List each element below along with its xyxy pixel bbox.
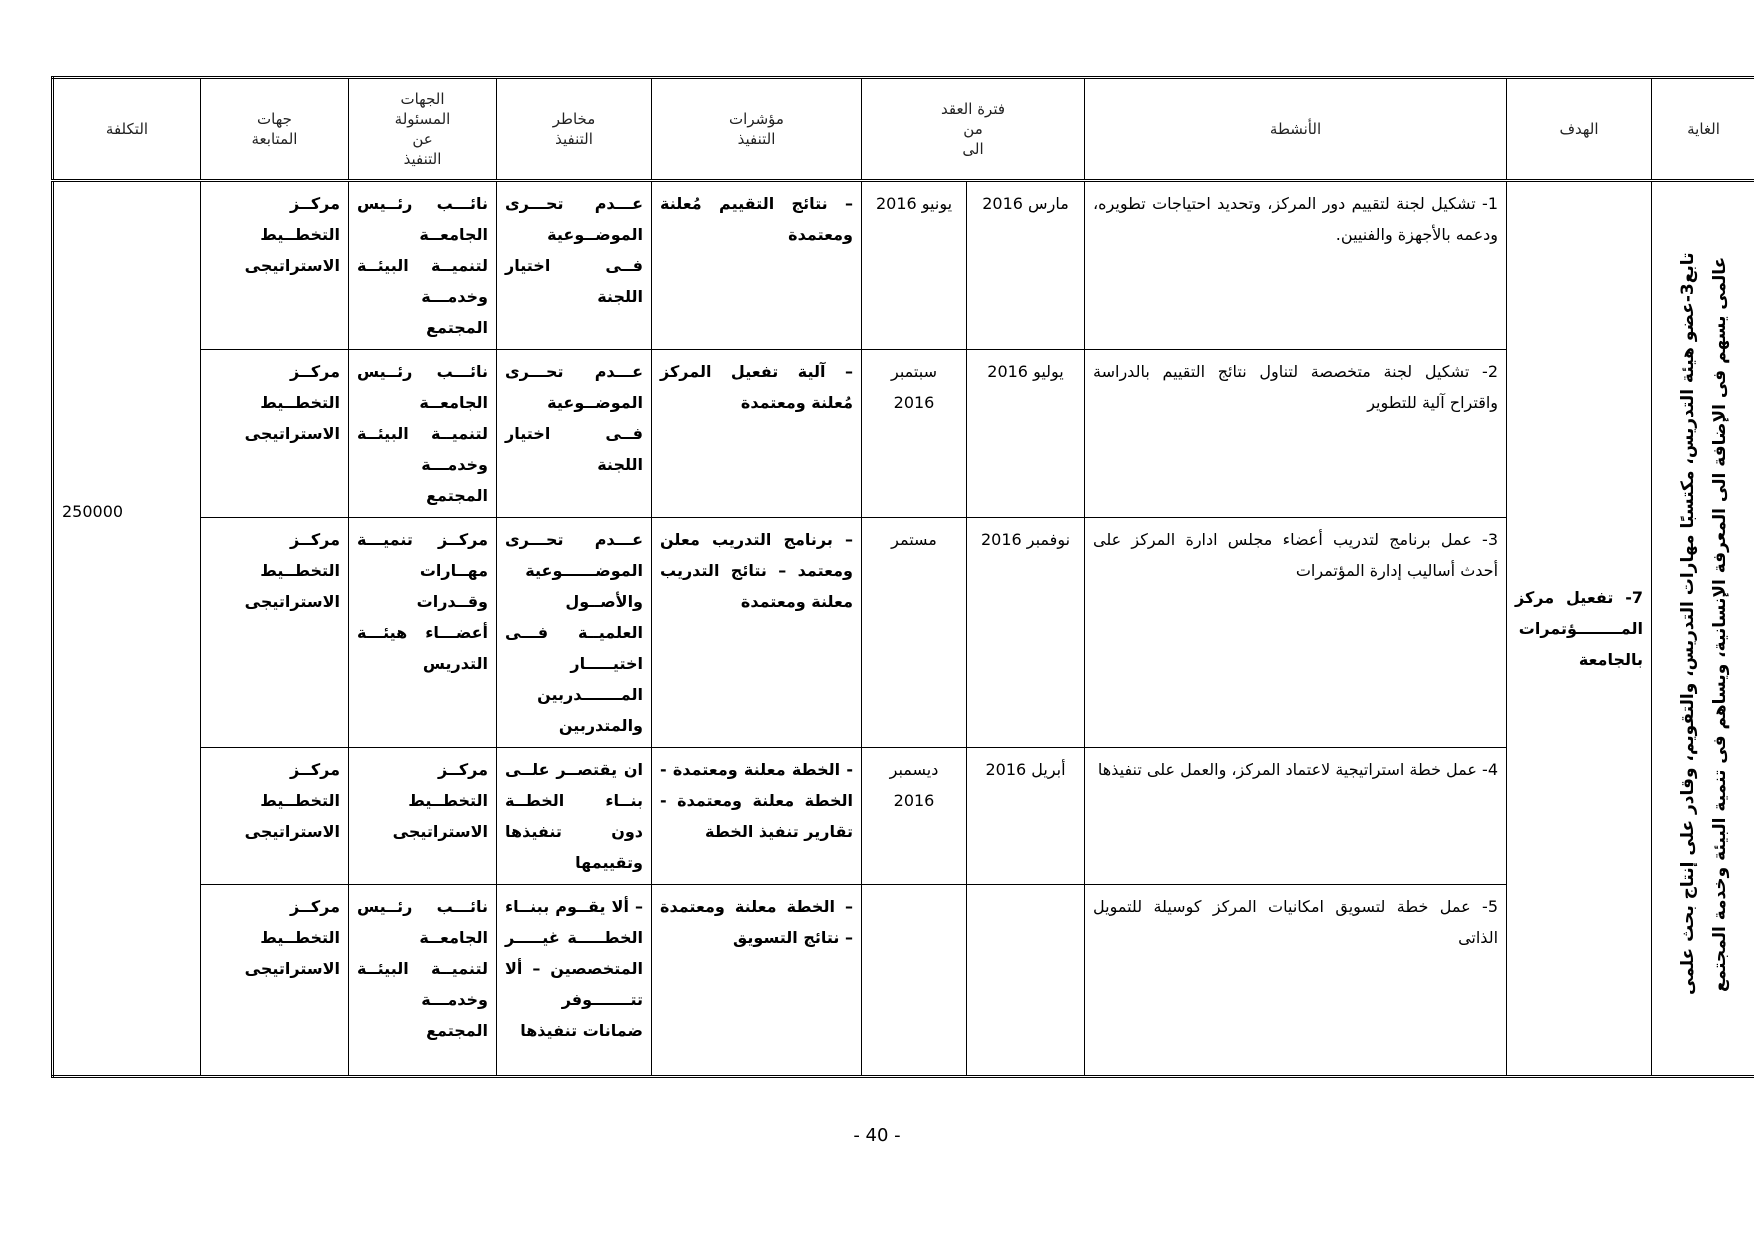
risks-cell: عـــدم تحـــرى الموضــوعية فــى اختيار اللجنة bbox=[497, 181, 652, 350]
goal-main-text: تابع3-عضو هيئة التدريس، مكتسبًا مهارات التدريس، والتقويم، وقادر على إنتاج بحث علمى عالمى يسهم فى الإضافة الى المعرفة الإنسانية، ويساهم فى تنمية البيئة وخدمة المجتمع bbox=[1677, 252, 1730, 995]
risks-cell: – ألا يقــوم ببنــاء الخطـــــة غيـــــر المتخصصين – ألا تتـــــــوفر ضمانات تنفيذها bbox=[497, 885, 652, 1077]
period-from-cell: نوفمبر 2016 bbox=[967, 518, 1085, 748]
table-row bbox=[53, 350, 1754, 518]
header-risks bbox=[497, 78, 652, 181]
period-to-cell: سبتمبر 2016 bbox=[862, 350, 967, 518]
header-responsible-line2: المسئولة bbox=[394, 110, 451, 128]
header-indicators bbox=[652, 78, 862, 181]
header-responsible-line1: الجهات bbox=[400, 90, 445, 108]
activity-cell: 4- عمل خطة استراتيجية لاعتماد المركز، والعمل على تنفيذها bbox=[1085, 748, 1507, 885]
objective-cell: 7- تفعيل مركز المــــــــؤتمرات بالجامعة bbox=[1507, 181, 1652, 1077]
indicators-cell: – برنامج التدريب معلن ومعتمد – نتائج التدريب معلنة ومعتمدة bbox=[652, 518, 862, 748]
header-responsible-line3: عن bbox=[412, 130, 433, 148]
period-to-cell: مستمر bbox=[862, 518, 967, 748]
risks-cell: عـــدم تحـــرى الموضــوعية فــى اختيار اللجنة bbox=[497, 350, 652, 518]
risks-cell: عـــدم تحـــرى الموضــــــوعية والأصــول العلميــة فـــى اختيـــــار المـــــــدربين والمتدربين bbox=[497, 518, 652, 748]
indicators-cell: - الخطة معلنة ومعتمدة - الخطة معلنة ومعتمدة - تقارير تنفيذ الخطة bbox=[652, 748, 862, 885]
indicators-cell: – آلية تفعيل المركز مُعلنة ومعتمدة bbox=[652, 350, 862, 518]
activity-cell: 1- تشكيل لجنة لتقييم دور المركز، وتحديد احتياجات تطويره، ودعمه بالأجهزة والفنيين. bbox=[1085, 181, 1507, 350]
table-row bbox=[53, 748, 1754, 885]
header-period bbox=[862, 78, 1085, 181]
responsible-cell: مركــز تنميـــة مهــارات وقــدرات أعضـــاء هيئـــة التدريس bbox=[349, 518, 497, 748]
risks-cell: ان يقتصــر علــى بنــاء الخطــة دون تنفيذها وتقييمها bbox=[497, 748, 652, 885]
period-from-cell: مارس 2016 bbox=[967, 181, 1085, 350]
header-period-line3: الى bbox=[962, 140, 984, 158]
indicators-cell: – نتائج التقييم مُعلنة ومعتمدة bbox=[652, 181, 862, 350]
responsible-cell: نائـــب رئــيس الجامعــة لتنميــة البيئــة وخدمـــة المجتمع bbox=[349, 181, 497, 350]
activity-cell: 5- عمل خطة لتسويق امكانيات المركز كوسيلة للتمويل الذاتى bbox=[1085, 885, 1507, 1077]
header-row bbox=[53, 78, 1754, 181]
period-from-cell: يوليو 2016 bbox=[967, 350, 1085, 518]
indicators-cell: – الخطة معلنة ومعتمدة – نتائج التسويق bbox=[652, 885, 862, 1077]
header-goal: الغاية bbox=[1652, 78, 1754, 181]
period-to-cell: ديسمبر 2016 bbox=[862, 748, 967, 885]
header-responsible-line4: التنفيذ bbox=[403, 150, 442, 168]
header-activities: الأنشطة bbox=[1085, 78, 1507, 181]
activity-cell: 3- عمل برنامج لتدريب أعضاء مجلس ادارة المركز على أحدث أساليب إدارة المؤتمرات bbox=[1085, 518, 1507, 748]
goal-main-cell bbox=[1652, 181, 1754, 1077]
header-responsible bbox=[349, 78, 497, 181]
header-period-line1: فترة العقد bbox=[940, 100, 1006, 118]
period-to-cell: يونيو 2016 bbox=[862, 181, 967, 350]
header-followup bbox=[201, 78, 349, 181]
header-indicators-line1: مؤشرات bbox=[729, 110, 784, 128]
header-followup-line2: المتابعة bbox=[251, 130, 298, 148]
followup-cell: مركــز التخطــيط الاستراتيجى bbox=[201, 350, 349, 518]
table-row bbox=[53, 885, 1754, 1077]
strategic-plan-table bbox=[51, 76, 1754, 1078]
followup-cell: مركــز التخطــيط الاستراتيجى bbox=[201, 748, 349, 885]
period-from-cell: أبريل 2016 bbox=[967, 748, 1085, 885]
header-followup-line1: جهات bbox=[257, 110, 292, 128]
followup-cell: مركــز التخطــيط الاستراتيجى bbox=[201, 518, 349, 748]
table-row bbox=[53, 518, 1754, 748]
header-cost: التكلفة bbox=[53, 78, 201, 181]
activity-cell: 2- تشكيل لجنة متخصصة لتناول نتائج التقييم بالدراسة واقتراح آلية للتطوير bbox=[1085, 350, 1507, 518]
header-risks-line2: التنفيذ bbox=[555, 130, 593, 148]
period-to-cell bbox=[862, 885, 967, 1077]
page-number: - 40 - bbox=[853, 1125, 901, 1146]
header-indicators-line2: التنفيذ bbox=[737, 130, 776, 148]
responsible-cell: نائـــب رئــيس الجامعــة لتنميــة البيئــة وخدمـــة المجتمع bbox=[349, 350, 497, 518]
period-from-cell bbox=[967, 885, 1085, 1077]
table-row bbox=[53, 181, 1754, 350]
responsible-cell: مركــز التخطــيط الاستراتيجى bbox=[349, 748, 497, 885]
followup-cell: مركــز التخطــيط الاستراتيجى bbox=[201, 885, 349, 1077]
header-objective: الهدف bbox=[1507, 78, 1652, 181]
followup-cell: مركــز التخطــيط الاستراتيجى bbox=[201, 181, 349, 350]
responsible-cell: نائـــب رئــيس الجامعــة لتنميــة البيئــة وخدمـــة المجتمع bbox=[349, 885, 497, 1077]
cost-cell: 250000 bbox=[53, 181, 201, 1077]
header-period-line2: من bbox=[963, 120, 983, 138]
header-risks-line1: مخاطر bbox=[552, 110, 596, 128]
